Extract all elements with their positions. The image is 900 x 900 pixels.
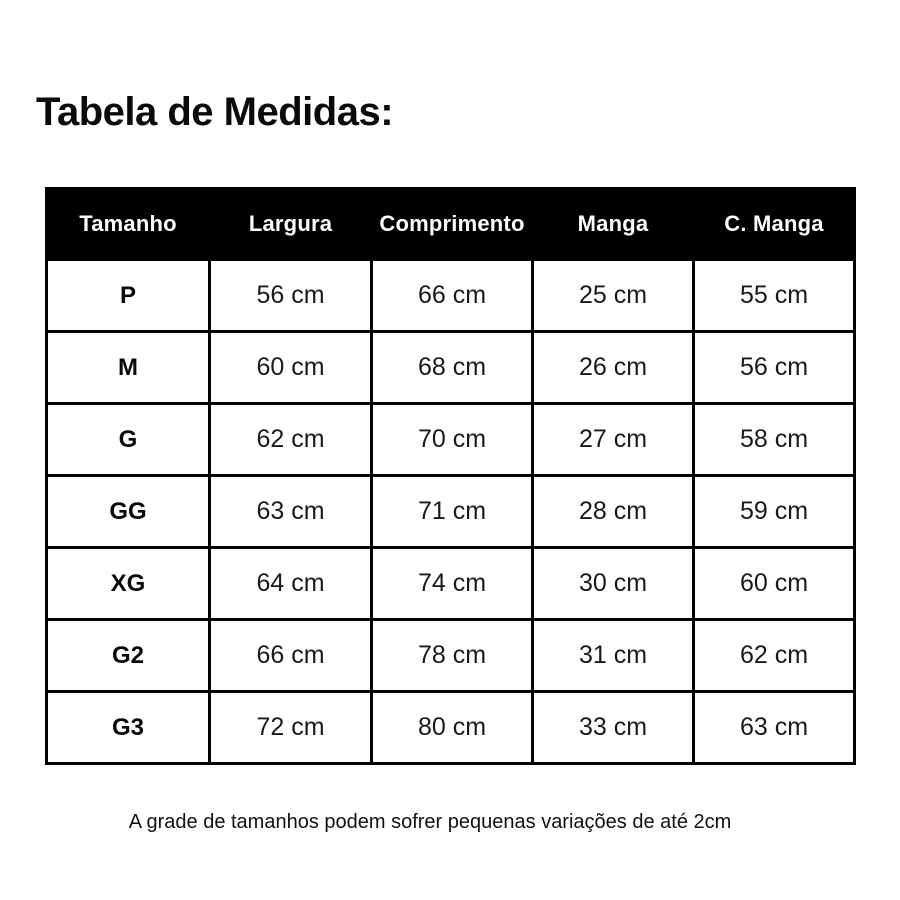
- size-table-header: [47, 189, 855, 260]
- table-row-p: [47, 260, 855, 332]
- cell-largura: 63 cm: [210, 476, 372, 548]
- cell-c-manga: 62 cm: [694, 620, 855, 692]
- column-header-largura: Largura: [210, 189, 372, 260]
- cell-c-manga: 56 cm: [694, 332, 855, 404]
- cell-manga: 30 cm: [533, 548, 694, 620]
- cell-manga: 25 cm: [533, 260, 694, 332]
- cell-c-manga: 55 cm: [694, 260, 855, 332]
- table-row-g: [47, 404, 855, 476]
- table-row-g2: [47, 620, 855, 692]
- cell-size: M: [47, 332, 210, 404]
- cell-c-manga: 58 cm: [694, 404, 855, 476]
- table-row-g3: [47, 692, 855, 764]
- page-title: Tabela de Medidas:: [36, 90, 394, 134]
- cell-size: G: [47, 404, 210, 476]
- cell-manga: 27 cm: [533, 404, 694, 476]
- header-row: [47, 189, 855, 260]
- table-row-xg: [47, 548, 855, 620]
- cell-largura: 60 cm: [210, 332, 372, 404]
- cell-comprimento: 70 cm: [372, 404, 533, 476]
- cell-c-manga: 63 cm: [694, 692, 855, 764]
- cell-manga: 28 cm: [533, 476, 694, 548]
- column-header-c-manga: C. Manga: [694, 189, 855, 260]
- cell-manga: 31 cm: [533, 620, 694, 692]
- cell-largura: 62 cm: [210, 404, 372, 476]
- size-variation-note: A grade de tamanhos podem sofrer pequenas variações de até 2cm: [128, 811, 732, 833]
- cell-largura: 72 cm: [210, 692, 372, 764]
- cell-comprimento: 74 cm: [372, 548, 533, 620]
- column-header-manga: Manga: [533, 189, 694, 260]
- cell-size: GG: [47, 476, 210, 548]
- cell-size: G3: [47, 692, 210, 764]
- cell-comprimento: 66 cm: [372, 260, 533, 332]
- cell-largura: 64 cm: [210, 548, 372, 620]
- cell-comprimento: 71 cm: [372, 476, 533, 548]
- cell-largura: 66 cm: [210, 620, 372, 692]
- table-row-gg: [47, 476, 855, 548]
- column-header-comprimento: Comprimento: [372, 189, 533, 260]
- cell-largura: 56 cm: [210, 260, 372, 332]
- cell-size: XG: [47, 548, 210, 620]
- cell-c-manga: 60 cm: [694, 548, 855, 620]
- size-table: [45, 187, 856, 765]
- cell-comprimento: 80 cm: [372, 692, 533, 764]
- size-table-body: [47, 260, 855, 764]
- cell-comprimento: 78 cm: [372, 620, 533, 692]
- table-row-m: [47, 332, 855, 404]
- cell-size: P: [47, 260, 210, 332]
- cell-manga: 26 cm: [533, 332, 694, 404]
- cell-manga: 33 cm: [533, 692, 694, 764]
- cell-c-manga: 59 cm: [694, 476, 855, 548]
- column-header-tamanho: Tamanho: [47, 189, 210, 260]
- cell-comprimento: 68 cm: [372, 332, 533, 404]
- cell-size: G2: [47, 620, 210, 692]
